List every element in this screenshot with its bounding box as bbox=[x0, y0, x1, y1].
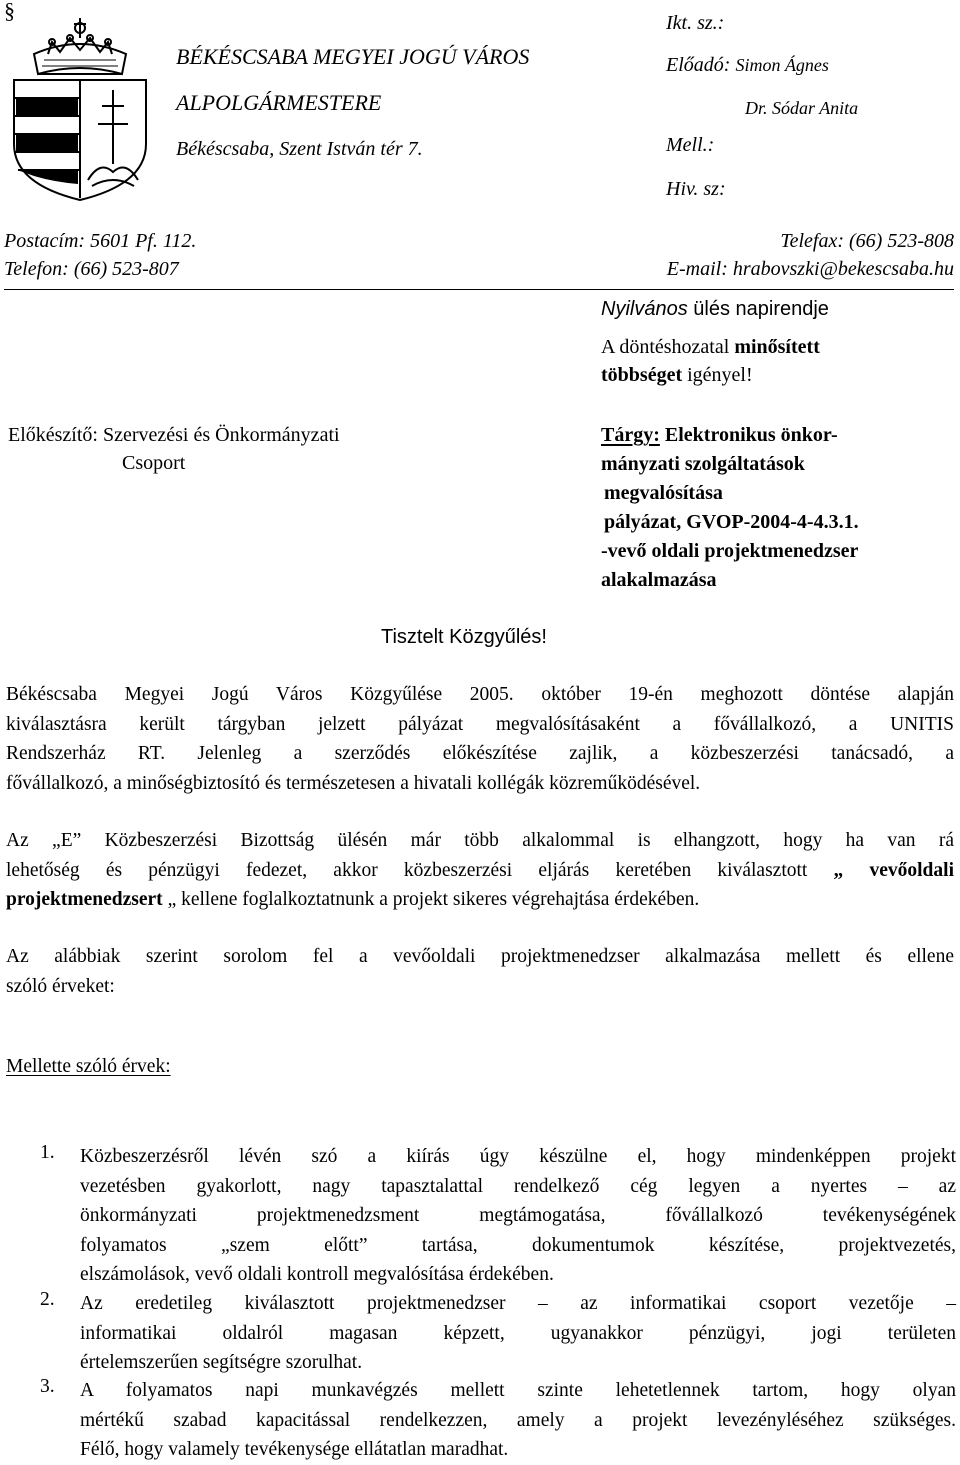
list-item-line: folyamatos „szem előtt” tartása, dokumentumok készítése, projektvezetés, bbox=[80, 1234, 956, 1256]
list-item-line: Félő, hogy valamely tevékenysége ellátatlan maradhat. bbox=[80, 1439, 509, 1460]
postacim: Postacím: 5601 Pf. 112. bbox=[4, 230, 197, 252]
subject-label: Tárgy: bbox=[601, 424, 660, 446]
decision-line1 bbox=[601, 336, 820, 359]
subject-line2: mányzati szolgáltatások bbox=[601, 453, 805, 475]
list-item bbox=[80, 1142, 956, 1290]
paragraph-1 bbox=[6, 680, 954, 798]
paragraph-3-line: Az alábbiak szerint sorolom fel a vevőoldali projektmenedzser alkalmazása mellett és ellene bbox=[6, 946, 954, 967]
subject-line3: megvalósítása bbox=[604, 482, 723, 504]
list-item-line: informatikai oldalról magasan képzett, ugyanakkor pénzügyi, jogi területen bbox=[80, 1322, 956, 1344]
list-item-line: értelemszerűen segítségre szorulhat. bbox=[80, 1352, 363, 1373]
paragraph-1-line: Rendszerház RT. Jelenleg a szerződés előkészítése zajlik, a közbeszerzési tanácsadó, a bbox=[6, 743, 954, 764]
list-item-line: Az eredetileg kiválasztott projektmenedzser – az informatikai csoport vezetője – bbox=[80, 1293, 956, 1314]
paragraph-1-line: Békéscsaba Megyei Jogú Város Közgyűlése 2005. október 19-én meghozott döntése alapján bbox=[6, 684, 954, 705]
list-item-number: 2. bbox=[40, 1289, 55, 1310]
eloado-name2: Dr. Sódar Anita bbox=[745, 98, 859, 118]
mell-label: Mell.: bbox=[666, 134, 715, 156]
hiv-label: Hiv. sz: bbox=[666, 178, 726, 200]
org-address: Békéscsaba, Szent István tér 7. bbox=[176, 138, 423, 160]
paragraph-2 bbox=[6, 826, 954, 915]
subject-line4: pályázat, GVOP-2004-4-4.3.1. bbox=[604, 511, 859, 533]
header-rule bbox=[4, 289, 954, 290]
session-nyilvanos: Nyilvános bbox=[601, 298, 688, 320]
list-item-number: 1. bbox=[40, 1142, 55, 1163]
section-mark: § bbox=[4, 0, 15, 23]
salutation: Tisztelt Közgyűlés! bbox=[381, 626, 547, 648]
subject-line1 bbox=[601, 424, 838, 447]
list-item-number: 3. bbox=[40, 1376, 55, 1397]
subject-line6: alakalmazása bbox=[601, 569, 717, 591]
session-title bbox=[601, 298, 829, 321]
list-item-line: önkormányzati projektmenedzsment megtámogatása, fővállalkozó tevékenységének bbox=[80, 1205, 956, 1226]
paragraph-3-line: szóló érveket: bbox=[6, 975, 115, 997]
org-name-line1: BÉKÉSCSABA MEGYEI JOGÚ VÁROS bbox=[176, 44, 530, 69]
pro-heading bbox=[6, 1056, 171, 1078]
org-name-line2: ALPOLGÁRMESTERE bbox=[176, 90, 382, 115]
preparer-line1: Előkészítő: Szervezési és Önkormányzati bbox=[8, 424, 340, 446]
coat-of-arms-emblem bbox=[4, 14, 156, 202]
preparer-line2: Csoport bbox=[122, 452, 186, 474]
list-item-line: Közbeszerzésről lévén szó a kiírás úgy készülne el, hogy mindenképpen projekt bbox=[80, 1146, 956, 1167]
subject-line5: -vevő oldali projektmenedzser bbox=[601, 540, 859, 562]
decision-bold1: minősített bbox=[734, 336, 820, 358]
list-item-line: elszámolások, vevő oldali kontroll megvalósítása érdekében. bbox=[80, 1264, 554, 1285]
paragraph-2-plain: lehetőség és pénzügyi fedezet, akkor közbeszerzési eljárás keretében kiválasztott bbox=[6, 859, 834, 881]
paragraph-2-line bbox=[6, 856, 954, 886]
list-item-line: vezetésben gyakorlott, nagy tapasztalattal rendelkező cég legyen a nyertes – az bbox=[80, 1175, 956, 1197]
paragraph-1-line: kiválasztásra került tárgyban jelzett pályázat megvalósításaként a fővállalkozó, a UNITIS bbox=[6, 713, 954, 735]
decision-line2 bbox=[601, 364, 753, 387]
paragraph-3 bbox=[6, 942, 954, 1001]
list-item bbox=[80, 1376, 956, 1465]
list-item bbox=[80, 1289, 956, 1378]
eloado-name1: Simon Ágnes bbox=[735, 55, 829, 75]
paragraph-2-line: Az „E” Közbeszerzési Bizottság ülésén már több alkalommal is elhangzott, hogy ha van rá bbox=[6, 830, 954, 851]
paragraph-2-bold: „ vevőoldali bbox=[833, 859, 954, 881]
eloado-row bbox=[666, 54, 829, 77]
list-item-line: A folyamatos napi munkavégzés mellett szinte lehetetlennek tartom, hogy olyan bbox=[80, 1380, 956, 1401]
subject-line1-text: Elektronikus önkor- bbox=[659, 424, 838, 446]
paragraph-2-bold-term: projektmenedzsert bbox=[6, 889, 163, 910]
decision-suffix: igényel! bbox=[682, 364, 753, 386]
ikt-label: Ikt. sz.: bbox=[666, 12, 725, 34]
coat-of-arms-icon bbox=[4, 14, 156, 202]
decision-prefix: A döntéshozatal bbox=[601, 336, 735, 358]
list-item-line: mértékű szabad kapacitással rendelkezzen, amely a projekt levezényléséhez szükséges. bbox=[80, 1409, 956, 1431]
paragraph-1-line: fővállalkozó, a minőségbiztosító és természetesen a hivatali kollégák közreműködésével. bbox=[6, 772, 701, 794]
pro-heading-text: Mellette szóló érvek: bbox=[6, 1056, 171, 1077]
telefax: Telefax: (66) 523-808 bbox=[780, 230, 954, 252]
decision-bold2: többséget bbox=[601, 364, 683, 386]
session-rest: ülés napirendje bbox=[687, 298, 829, 320]
eloado-label: Előadó: bbox=[666, 54, 731, 76]
email: E-mail: hrabovszki@bekescsaba.hu bbox=[666, 258, 954, 280]
paragraph-2-tail: „ kellene foglalkoztatnunk a projekt sikeres végrehajtása érdekében. bbox=[162, 889, 700, 910]
telefon: Telefon: (66) 523-807 bbox=[4, 258, 179, 280]
paragraph-2-line bbox=[6, 885, 954, 915]
